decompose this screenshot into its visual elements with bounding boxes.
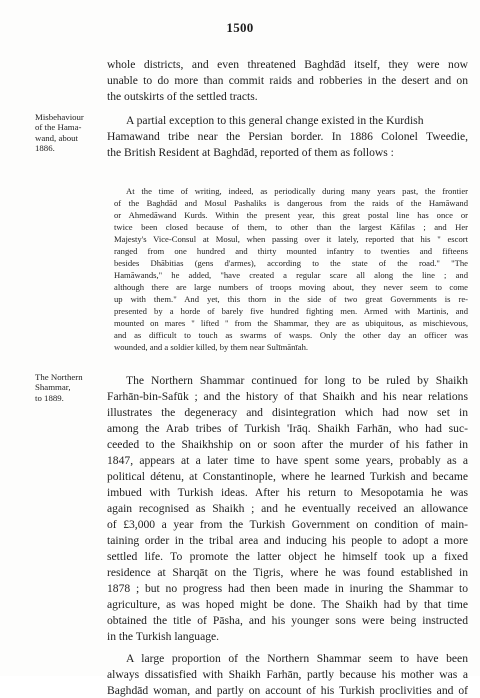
body-line: Hamawand tribe near the Persian border. In 1886 Colonel Tweedie, <box>107 130 468 143</box>
body-line: the outskirts of the settled tracts. <box>107 90 258 103</box>
quote-line: or Ahmedāwand Kurds. Within the present year, this great postal line has once or <box>114 210 468 220</box>
body-line: The Northern Shammar continued for long to be ruled by Shaikh <box>126 374 468 387</box>
body-line: 1878 ; but no progress had then been made in inuring the Shammar to <box>107 582 468 595</box>
margin-note-line: wand, about <box>35 132 78 143</box>
quote-line: besides Dhābitias (gens d'armes), according to the state of the road." "The <box>114 258 468 268</box>
quote-line: Majesty's Vice-Consul at Mosul, when passing over it lately, reported that his " escort <box>114 234 468 244</box>
body-line: taining order in the tribal area and inducing his people to adopt a more <box>107 534 468 547</box>
quote-line: wounded, and a soldier killed, by them near Sulīmānīah. <box>114 342 309 352</box>
quote-line: At the time of writing, indeed, as periodically during many years past, the frontier <box>126 186 468 196</box>
quote-line: Hamāwands," he added, "have created a regular scare all along the line ; and <box>114 270 468 280</box>
quote-line: presented by a horde of barely five hundred fighting men. Armed with Martinis, and <box>114 306 468 316</box>
body-line: illustrates the degeneracy and disintegration which had now set in <box>107 406 468 419</box>
body-line: whole districts, and even threatened Baghdād itself, they were now <box>107 58 468 71</box>
body-line: agriculture, as was hoped might be done. The Shaikh had by that time <box>107 598 468 611</box>
margin-note-line: 1886. <box>35 143 55 154</box>
body-line: 1847, appears at a later time to have spent some years, probably as a <box>107 454 468 467</box>
margin-note-line: of the Hama- <box>35 122 82 133</box>
body-line: A large proportion of the Northern Shammar seem to have been <box>126 652 468 665</box>
body-line: Baghdād woman, and partly on account of his Turkish proclivities and of <box>107 684 468 697</box>
quote-line: twice been closed because of them, to other than the largest Kāfilas ; and Her <box>114 222 468 232</box>
body-line: unable to do more than commit raids and robberies in the desert and on <box>107 74 468 87</box>
body-line: of £3,000 a year from the Turkish Government on condition of main- <box>107 518 468 531</box>
margin-note-hamawand <box>35 112 103 154</box>
body-line: imbued with Turkish ideas. After his return to Mesopotamia he was <box>107 486 468 499</box>
margin-note-northern-shammar <box>35 372 103 403</box>
body-line: A partial exception to this general change existed in the Kurdish <box>126 114 424 127</box>
quote-line: of the Baghdād and Mosul Pashaliks is dangerous from the raids of the Hamāwand <box>114 198 468 208</box>
body-line: political détenu, at Constantinople, where he learned Turkish and became <box>107 470 468 483</box>
quote-line: mounted on mares " lifted " from the Shammar, they are as ubiquitous, as mischievous, <box>114 318 468 328</box>
quote-line: up with them." And yet, this thorn in the side of two great Governments is re- <box>114 294 468 304</box>
body-line: the British Resident at Baghdād, reported of them as follows : <box>107 146 394 159</box>
body-line: Farhān-bin-Safūk ; and the history of that Shaikh and his near relations <box>107 390 468 403</box>
body-line: in the Turkish language. <box>107 630 220 643</box>
body-line: among the Arab tribes of Turkish 'Irāq. Shaikh Farhān, who had suc- <box>107 422 468 435</box>
margin-note-line: Misbehaviour <box>35 112 84 122</box>
page-number: 1500 <box>226 20 254 35</box>
body-line: residence at Sharqāt on the Tigris, where he was found established in <box>107 566 468 579</box>
quote-line: although there are large numbers of troops moving about, they never seem to come <box>114 282 468 292</box>
margin-note-line: The Northern <box>35 372 83 382</box>
quote-line: ranged from one hundred and thirty mounted infantry to twenties and fifteens <box>114 246 468 256</box>
body-line: again recognised as Shaikh ; and he eventually received an allowance <box>107 502 468 515</box>
margin-note-line: Shammar, <box>35 382 71 393</box>
margin-note-line: to 1889. <box>35 392 64 403</box>
body-line: obtained the title of Pāsha, and his younger sons were being instructed <box>107 614 468 627</box>
body-line: settled life. To promote the latter object he himself took up a fixed <box>107 550 468 563</box>
quote-line: and as difficult to touch as swarms of wasps. Only the other day an officer was <box>114 330 468 340</box>
body-line: always dissatisfied with Shaikh Farhān, partly because his mother was a <box>107 668 468 681</box>
body-line: ceeded to the Shaikhship on or soon after the murder of his father in <box>107 438 468 451</box>
